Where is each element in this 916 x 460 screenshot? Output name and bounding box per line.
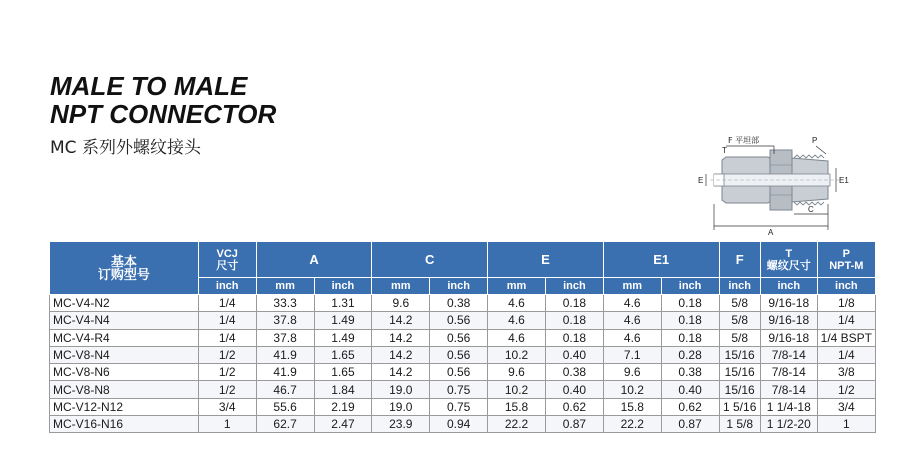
value-cell: 1/4 (817, 312, 875, 329)
value-cell: 1 1/2-20 (760, 416, 817, 433)
value-cell: 46.7 (256, 381, 314, 398)
value-cell: 0.62 (661, 398, 719, 415)
table-row (50, 364, 876, 381)
value-cell: 1/4 (817, 346, 875, 363)
value-cell: 9.6 (372, 295, 430, 312)
value-cell: 1/4 (198, 312, 256, 329)
col-p: P NPT-M (817, 242, 875, 278)
value-cell: 9/16-18 (760, 312, 817, 329)
value-cell: 37.8 (256, 329, 314, 346)
value-cell: 9.6 (603, 364, 661, 381)
model-cell: MC-V4-N2 (50, 295, 199, 312)
value-cell: 5/8 (719, 312, 760, 329)
col-t: T 螺纹尺寸 (760, 242, 817, 278)
value-cell: 0.40 (545, 381, 603, 398)
value-cell: 22.2 (488, 416, 546, 433)
table-row (50, 398, 876, 415)
value-cell: 0.62 (545, 398, 603, 415)
col-a: A (256, 242, 372, 278)
value-cell: 41.9 (256, 364, 314, 381)
value-cell: 0.28 (661, 346, 719, 363)
label-e1: E1 (839, 176, 849, 185)
unit-cell: inch (314, 278, 372, 295)
value-cell: 14.2 (372, 364, 430, 381)
value-cell: 1.49 (314, 312, 372, 329)
value-cell: 23.9 (372, 416, 430, 433)
value-cell: 4.6 (488, 329, 546, 346)
value-cell: 9/16-18 (760, 329, 817, 346)
value-cell: 33.3 (256, 295, 314, 312)
value-cell: 1.31 (314, 295, 372, 312)
col-e: E (488, 242, 604, 278)
value-cell: 41.9 (256, 346, 314, 363)
value-cell: 10.2 (603, 381, 661, 398)
value-cell: 3/4 (817, 398, 875, 415)
unit-cell: inch (545, 278, 603, 295)
value-cell: 7/8-14 (760, 381, 817, 398)
model-cell: MC-V12-N12 (50, 398, 199, 415)
product-subtitle: MC 系列外螺纹接头 (50, 138, 201, 158)
model-cell: MC-V8-N4 (50, 346, 199, 363)
value-cell: 1/2 (817, 381, 875, 398)
connector-diagram (694, 130, 864, 240)
value-cell: 1.49 (314, 329, 372, 346)
value-cell: 15/16 (719, 364, 760, 381)
value-cell: 0.18 (661, 329, 719, 346)
value-cell: 19.0 (372, 398, 430, 415)
value-cell: 14.2 (372, 329, 430, 346)
value-cell: 0.56 (430, 346, 488, 363)
value-cell: 1/8 (817, 295, 875, 312)
title-line-2: NPT CONNECTOR (50, 99, 277, 129)
header-row (50, 242, 876, 278)
unit-cell: inch (719, 278, 760, 295)
value-cell: 1 5/16 (719, 398, 760, 415)
unit-cell: inch (198, 278, 256, 295)
value-cell: 0.75 (430, 381, 488, 398)
unit-cell: mm (256, 278, 314, 295)
value-cell: 0.18 (661, 295, 719, 312)
value-cell: 0.94 (430, 416, 488, 433)
product-title (50, 72, 276, 128)
value-cell: 1/4 BSPT (817, 329, 875, 346)
label-f: F 平坦部 (728, 136, 760, 145)
value-cell: 0.18 (545, 295, 603, 312)
value-cell: 0.87 (661, 416, 719, 433)
label-p: P (812, 136, 818, 145)
col-model: 基本 订购型号 (50, 242, 199, 295)
value-cell: 22.2 (603, 416, 661, 433)
value-cell: 3/8 (817, 364, 875, 381)
spec-table (49, 241, 876, 433)
value-cell: 0.75 (430, 398, 488, 415)
value-cell: 1.65 (314, 364, 372, 381)
label-c: C (808, 205, 814, 214)
value-cell: 37.8 (256, 312, 314, 329)
value-cell: 0.38 (430, 295, 488, 312)
value-cell: 1.65 (314, 346, 372, 363)
unit-cell: mm (488, 278, 546, 295)
value-cell: 4.6 (603, 295, 661, 312)
label-t: T (722, 146, 727, 155)
value-cell: 1 5/8 (719, 416, 760, 433)
value-cell: 4.6 (603, 329, 661, 346)
table-row (50, 381, 876, 398)
value-cell: 15.8 (603, 398, 661, 415)
value-cell: 10.2 (488, 381, 546, 398)
col-c: C (372, 242, 488, 278)
value-cell: 7/8-14 (760, 364, 817, 381)
value-cell: 62.7 (256, 416, 314, 433)
value-cell: 0.87 (545, 416, 603, 433)
value-cell: 1 1/4-18 (760, 398, 817, 415)
model-cell: MC-V8-N6 (50, 364, 199, 381)
value-cell: 5/8 (719, 295, 760, 312)
value-cell: 0.56 (430, 364, 488, 381)
col-f: F (719, 242, 760, 278)
title-line-1: MALE TO MALE (50, 71, 248, 101)
table-row (50, 295, 876, 312)
value-cell: 15/16 (719, 346, 760, 363)
value-cell: 1/2 (198, 381, 256, 398)
table-body (50, 295, 876, 433)
unit-cell: mm (603, 278, 661, 295)
model-cell: MC-V8-N8 (50, 381, 199, 398)
value-cell: 14.2 (372, 346, 430, 363)
value-cell: 4.6 (603, 312, 661, 329)
value-cell: 0.56 (430, 329, 488, 346)
value-cell: 1/2 (198, 364, 256, 381)
connector-body (710, 150, 840, 210)
value-cell: 1.84 (314, 381, 372, 398)
value-cell: 1 (198, 416, 256, 433)
value-cell: 2.19 (314, 398, 372, 415)
value-cell: 0.18 (545, 312, 603, 329)
label-e: E (698, 176, 704, 185)
value-cell: 0.18 (661, 312, 719, 329)
col-vcj: VCJ 尺寸 (198, 242, 256, 278)
table-row (50, 346, 876, 363)
value-cell: 4.6 (488, 312, 546, 329)
value-cell: 0.40 (545, 346, 603, 363)
value-cell: 15/16 (719, 381, 760, 398)
table-row (50, 312, 876, 329)
unit-cell: inch (430, 278, 488, 295)
unit-cell: mm (372, 278, 430, 295)
value-cell: 1/2 (198, 346, 256, 363)
table-row (50, 416, 876, 433)
value-cell: 7/8-14 (760, 346, 817, 363)
value-cell: 0.56 (430, 312, 488, 329)
value-cell: 14.2 (372, 312, 430, 329)
value-cell: 7.1 (603, 346, 661, 363)
value-cell: 0.40 (661, 381, 719, 398)
value-cell: 1/4 (198, 329, 256, 346)
value-cell: 1 (817, 416, 875, 433)
value-cell: 2.47 (314, 416, 372, 433)
value-cell: 15.8 (488, 398, 546, 415)
col-e1: E1 (603, 242, 719, 278)
value-cell: 5/8 (719, 329, 760, 346)
value-cell: 9/16-18 (760, 295, 817, 312)
value-cell: 4.6 (488, 295, 546, 312)
value-cell: 9.6 (488, 364, 546, 381)
value-cell: 0.38 (661, 364, 719, 381)
model-cell: MC-V4-R4 (50, 329, 199, 346)
value-cell: 19.0 (372, 381, 430, 398)
value-cell: 10.2 (488, 346, 546, 363)
unit-cell: inch (817, 278, 875, 295)
label-a: A (768, 228, 774, 237)
value-cell: 0.18 (545, 329, 603, 346)
value-cell: 1/4 (198, 295, 256, 312)
value-cell: 0.38 (545, 364, 603, 381)
value-cell: 3/4 (198, 398, 256, 415)
unit-cell: inch (760, 278, 817, 295)
unit-cell: inch (661, 278, 719, 295)
table-row (50, 329, 876, 346)
model-cell: MC-V16-N16 (50, 416, 199, 433)
value-cell: 55.6 (256, 398, 314, 415)
model-cell: MC-V4-N4 (50, 312, 199, 329)
